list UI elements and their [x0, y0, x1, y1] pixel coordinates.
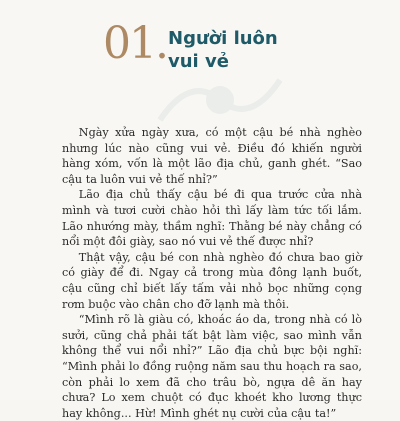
chapter-title-line-2: vui vẻ [168, 51, 229, 72]
chapter-number: 01. [103, 18, 167, 69]
chapter-title [168, 27, 278, 73]
paragraph-3: Thật vậy, cậu bé con nhà nghèo đó chưa bao giờ có giày để đi. Ngay cả trong mùa đông lạnh buốt, cậu cũng chỉ biết lấy tấm vải nhỏ bọc những cọng rơm buộc vào chân cho đỡ lạnh mà thôi. [62, 250, 362, 311]
paragraph-1: Ngày xửa ngày xưa, có một cậu bé nhà nghèo nhưng lúc nào cũng vui vẻ. Điều đó khiến người hàng xóm, vốn là một lão địa chủ, ganh ghét. “Sao cậu ta luôn vui vẻ thế nhỉ?” [62, 126, 362, 186]
background-watermark [150, 70, 290, 130]
paragraph-2: Lão địa chủ thấy cậu bé đi qua trước cửa nhà mình và tươi cười chào hỏi thì lấy làm tức tối lắm. Lão nhướng mày, thầm nghĩ: Thằng bé này chẳng có nổi một đôi giày, sao nó vui vẻ thế được nhỉ? [62, 188, 362, 249]
paragraph-4: “Mình rõ là giàu có, khoác áo da, trong nhà có lò sưởi, cũng chả phải tất bật làm việc, sao mình vẫn không thể vui nổi nhỉ?” Lão địa chủ bực bội nghĩ: “Mình phải lo đồng ruộng năm sau thu hoạch ra sao, còn phải lo xem đã cho trâu bò, ngựa dê ăn hay chưa? Lo xem chuột có đục khoét kho lương thực hay không... Hừ! Mình ghét nụ cười của cậu ta!” [62, 313, 362, 420]
body-text [62, 125, 362, 421]
chapter-title-line-1: Người luôn [168, 28, 278, 49]
